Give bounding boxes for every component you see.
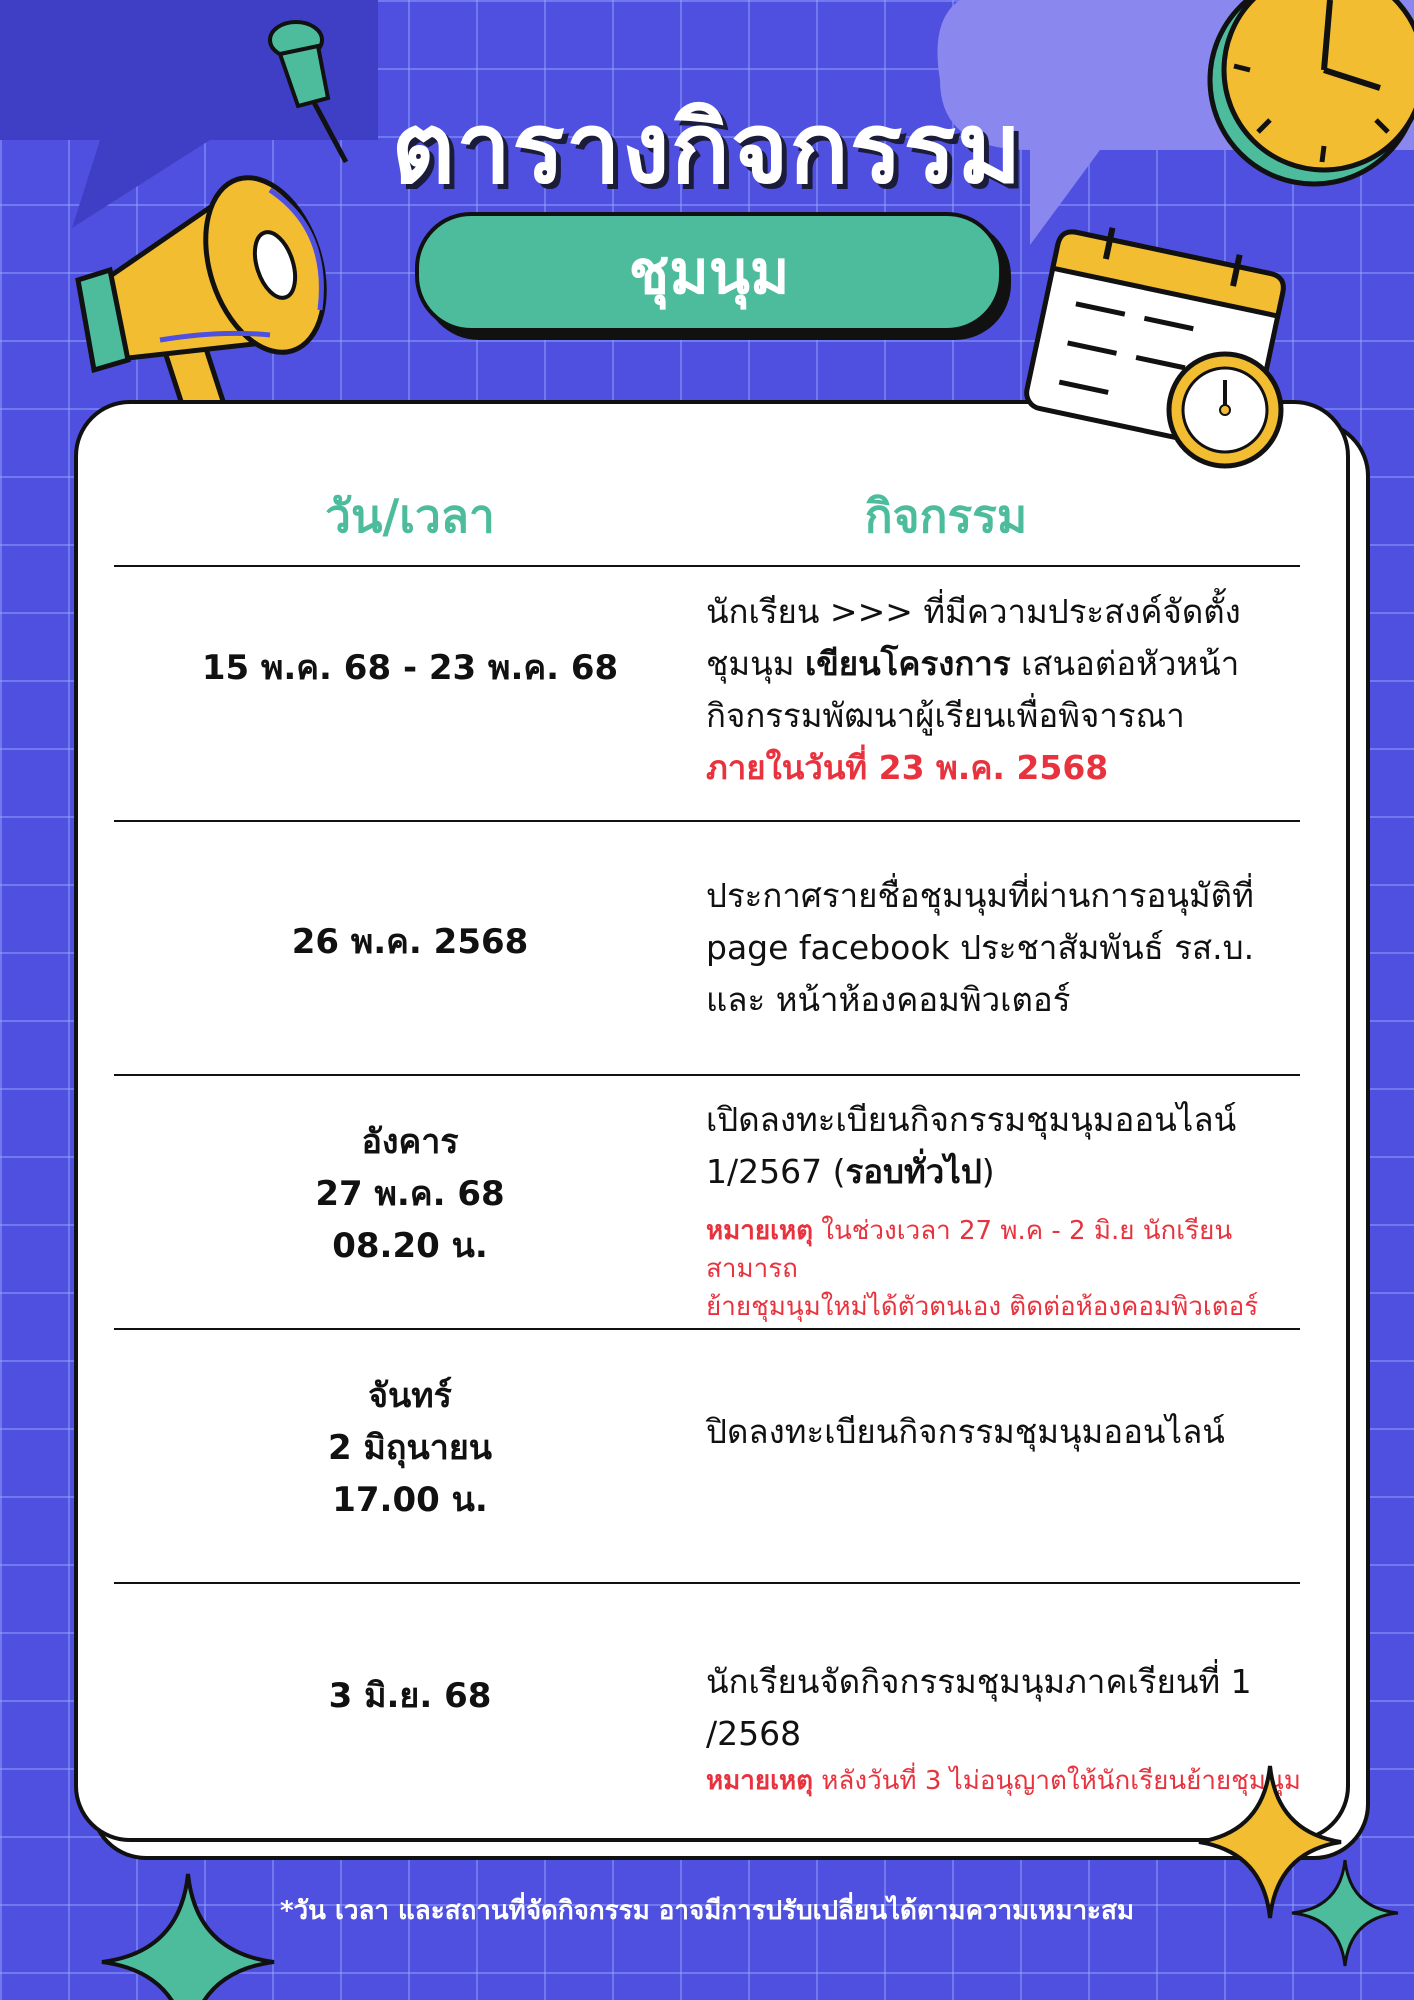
row-4-time: 17.00 น. — [332, 1480, 488, 1520]
row-4-line-1: ปิดลงทะเบียนกิจกรรมชุมนุมออนไลน์ — [706, 1412, 1225, 1451]
row-1-text: ชุมนุม — [706, 644, 805, 683]
row-5-date: 3 มิ.ย. 68 — [328, 1676, 492, 1716]
note-label: หมายเหตุ — [706, 1766, 814, 1796]
row-4-day: จันทร์ — [368, 1376, 452, 1416]
row-2-date: 26 พ.ค. 2568 — [291, 922, 529, 962]
row-4-date — [160, 1370, 660, 1526]
row-2-line-1: ประกาศรายชื่อชุมนุมที่ผ่านการอนุมัติที่ — [706, 876, 1254, 915]
divider — [114, 820, 1300, 822]
row-4-date-value: 2 มิถุนายน — [328, 1428, 492, 1468]
note-line-1: ในช่วงเวลา 27 พ.ค - 2 มิ.ย นักเรียนสามารถ — [706, 1216, 1233, 1284]
row-1-date: 15 พ.ค. 68 - 23 พ.ค. 68 — [201, 648, 619, 688]
footer-note: *วัน เวลา และสถานที่จัดกิจกรรม อาจมีการปรับเปลี่ยนได้ตามความเหมาะสม — [279, 1896, 1135, 1926]
header-activity: กิจกรรม — [864, 489, 1028, 543]
header-date: วัน/เวลา — [325, 489, 495, 543]
note-line-1: หลังวันที่ 3 ไม่อนุญาตให้นักเรียนย้ายชุมนุม — [813, 1766, 1301, 1796]
row-5-line-1: นักเรียนจัดกิจกรรมชุมนุมภาคเรียนที่ 1 /2568 — [706, 1662, 1252, 1753]
row-3-text: 1/2567 ( — [706, 1152, 846, 1191]
row-1-emphasis: เขียนโครงการ — [804, 644, 1011, 683]
row-1-activity — [706, 586, 1316, 794]
row-2-line-2: page facebook ประชาสัมพันธ์ รส.บ. — [706, 928, 1255, 967]
row-2-activity — [706, 870, 1316, 1026]
row-3-day: อังคาร — [361, 1122, 459, 1162]
divider — [114, 565, 1300, 567]
note-line-2: ย้ายชุมนุมใหม่ได้ตัวตนเอง ติดต่อห้องคอมพิวเตอร์ — [706, 1292, 1259, 1322]
page-title: ตารางกิจกรรม — [391, 92, 1023, 206]
subtitle-text: ชุมนุม — [628, 237, 790, 308]
row-1-line-1: นักเรียน >>> ที่มีความประสงค์จัดตั้ง — [706, 592, 1241, 631]
row-3-line-2 — [706, 1146, 1316, 1198]
divider — [114, 1582, 1300, 1584]
row-3-line-1: เปิดลงทะเบียนกิจกรรมชุมนุมออนไลน์ — [706, 1100, 1237, 1139]
row-4-activity — [706, 1406, 1316, 1458]
divider — [114, 1328, 1300, 1330]
row-3-note — [706, 1212, 1316, 1326]
row-3-text-cont: ) — [981, 1152, 995, 1191]
subtitle-badge — [415, 212, 1003, 332]
row-1-line-2 — [706, 638, 1316, 690]
row-2-line-3: และ หน้าห้องคอมพิวเตอร์ — [706, 980, 1071, 1019]
row-3-emphasis: รอบทั่วไป — [845, 1152, 982, 1191]
calendar-icon — [1010, 220, 1300, 480]
row-1-text-cont: เสนอต่อหัวหน้า — [1010, 644, 1240, 683]
row-3-date-value: 27 พ.ค. 68 — [315, 1174, 505, 1214]
row-3-time: 08.20 น. — [332, 1226, 488, 1266]
note-label: หมายเหตุ — [706, 1216, 814, 1246]
row-1-deadline: ภายในวันที่ 23 พ.ค. 2568 — [706, 748, 1109, 787]
divider — [114, 1074, 1300, 1076]
row-3-date — [160, 1116, 660, 1272]
row-3-activity — [706, 1094, 1316, 1326]
row-1-line-3: กิจกรรมพัฒนาผู้เรียนเพื่อพิจารณา — [706, 696, 1185, 735]
